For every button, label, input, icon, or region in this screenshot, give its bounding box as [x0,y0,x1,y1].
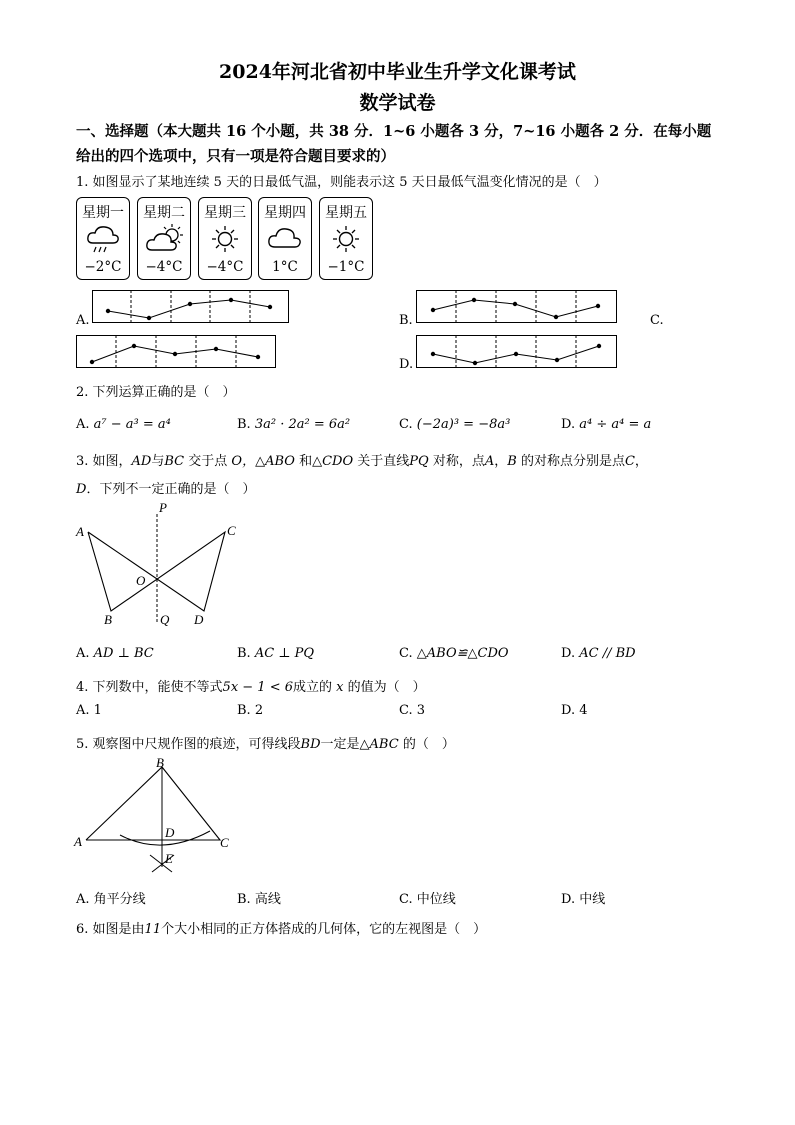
day-card-wednesday [198,197,252,280]
point-d-label: D [165,825,175,840]
point-c-label: C [220,835,229,850]
option-label: B. [237,646,251,661]
q1-option-c-graph[interactable] [76,335,277,369]
q5-option-b[interactable]: B. 高线 [237,892,281,907]
option-expr: (−2a)³ = −8a³ [416,417,511,432]
sun-icon [205,223,245,255]
q3-option-d[interactable] [561,646,636,661]
q1-option-a-graph[interactable] [92,290,290,324]
q2-stem: 2. 下列运算正确的是（ ） [76,385,236,400]
q5-option-a[interactable]: A. 角平分线 [76,892,146,907]
q6-stem: 6. 如图是由11个大小相同的正方体搭成的几何体，它的左视图是（ ） [76,922,487,937]
q5-figure [70,755,240,880]
section-header-line2: 给出的四个选项中，只有一项是符合题目要求的） [76,148,395,165]
q1-stem: 1. 如图显示了某地连续 5 天的日最低气温，则能表示这 5 天日最低气温变化情况的是（ ） [76,175,607,190]
option-expr: a⁷ − a³ = a⁴ [93,417,171,432]
option-expr: △ABO≌△CDO [416,646,509,661]
day-temp: −4°C [145,259,183,275]
q2-option-c[interactable] [399,417,510,432]
day-name: 星期三 [204,205,246,221]
option-label: B. [237,417,251,432]
q3-stem-line1: 3. 如图，AD与BC 交于点 O，△ABO 和△CDO 关于直线PQ 对称，点A，B 的对称点分别是点C， [76,454,648,469]
day-temp: −2°C [84,259,122,275]
point-o-label: O [136,573,146,588]
option-expr: 3a² · 2a² = 6a² [254,417,351,432]
option-expr: AD ⊥ BC [93,646,154,661]
sun-icon [326,223,366,255]
q5-option-c[interactable]: C. 中位线 [399,892,456,907]
point-a-label: A [76,524,84,539]
q4-option-a[interactable]: A. 1 [76,703,102,718]
rain-cloud-icon [83,223,123,255]
cloud-sun-icon [144,223,184,255]
q1-option-b-graph[interactable] [416,290,618,324]
q1-option-a-label[interactable]: A. [76,313,90,328]
q4-option-b[interactable]: B. 2 [237,703,264,718]
point-p-label: P [159,500,167,515]
q3-option-c[interactable] [399,646,509,661]
day-card-friday [319,197,373,280]
exam-title: 2024年河北省初中毕业生升学文化课考试 [219,61,576,83]
point-q-label: Q [160,612,170,627]
point-c-label: C [227,523,236,538]
day-card-thursday [258,197,312,280]
point-a-label: A [74,834,82,849]
option-label: D. [561,417,576,432]
q3-option-b[interactable] [237,646,314,661]
q4-option-d[interactable]: D. 4 [561,703,588,718]
q4-option-c[interactable]: C. 3 [399,703,426,718]
option-label: C. [399,646,413,661]
q3-figure [70,500,250,630]
q2-option-a[interactable] [76,417,171,432]
option-label: D. [561,646,576,661]
day-temp: 1°C [272,259,298,275]
q2-option-b[interactable] [237,417,350,432]
section-header-line1: 一、选择题（本大题共 16 个小题，共 38 分．1~6 小题各 3 分，7~16 小题各 2 分．在每小题 [76,123,712,140]
day-card-monday [76,197,130,280]
q1-option-c-label[interactable]: C. [650,313,664,328]
option-expr: AC ⊥ PQ [254,646,315,661]
day-card-tuesday [137,197,191,280]
q3-option-a[interactable] [76,646,154,661]
q1-option-b-label[interactable]: B. [399,313,413,328]
option-expr: AC // BD [579,646,636,661]
point-b-label: B [156,755,164,770]
day-name: 星期四 [264,205,306,221]
q3-stem-line2: D．下列不一定正确的是（ ） [76,482,256,497]
q1-option-d-graph[interactable] [416,335,618,369]
option-expr: a⁴ ÷ a⁴ = a [579,417,652,432]
option-label: C. [399,417,413,432]
q4-stem: 4. 下列数中，能使不等式5x − 1 < 6成立的 x 的值为（ ） [76,680,426,695]
point-d-label: D [194,612,204,627]
q5-option-d[interactable]: D. 中线 [561,892,606,907]
day-name: 星期一 [82,205,124,221]
day-temp: −1°C [327,259,365,275]
option-label: A. [76,417,90,432]
day-name: 星期二 [143,205,185,221]
day-temp: −4°C [206,259,244,275]
point-b-label: B [104,612,112,627]
exam-subtitle: 数学试卷 [359,92,436,114]
q1-option-d-label[interactable]: D. [399,357,414,372]
cloud-icon [265,223,305,255]
option-label: A. [76,646,90,661]
point-e-label: E [165,851,173,866]
q5-stem: 5. 观察图中尺规作图的痕迹，可得线段BD一定是△ABC 的（ ） [76,737,455,752]
day-name: 星期五 [325,205,367,221]
q2-option-d[interactable] [561,417,651,432]
